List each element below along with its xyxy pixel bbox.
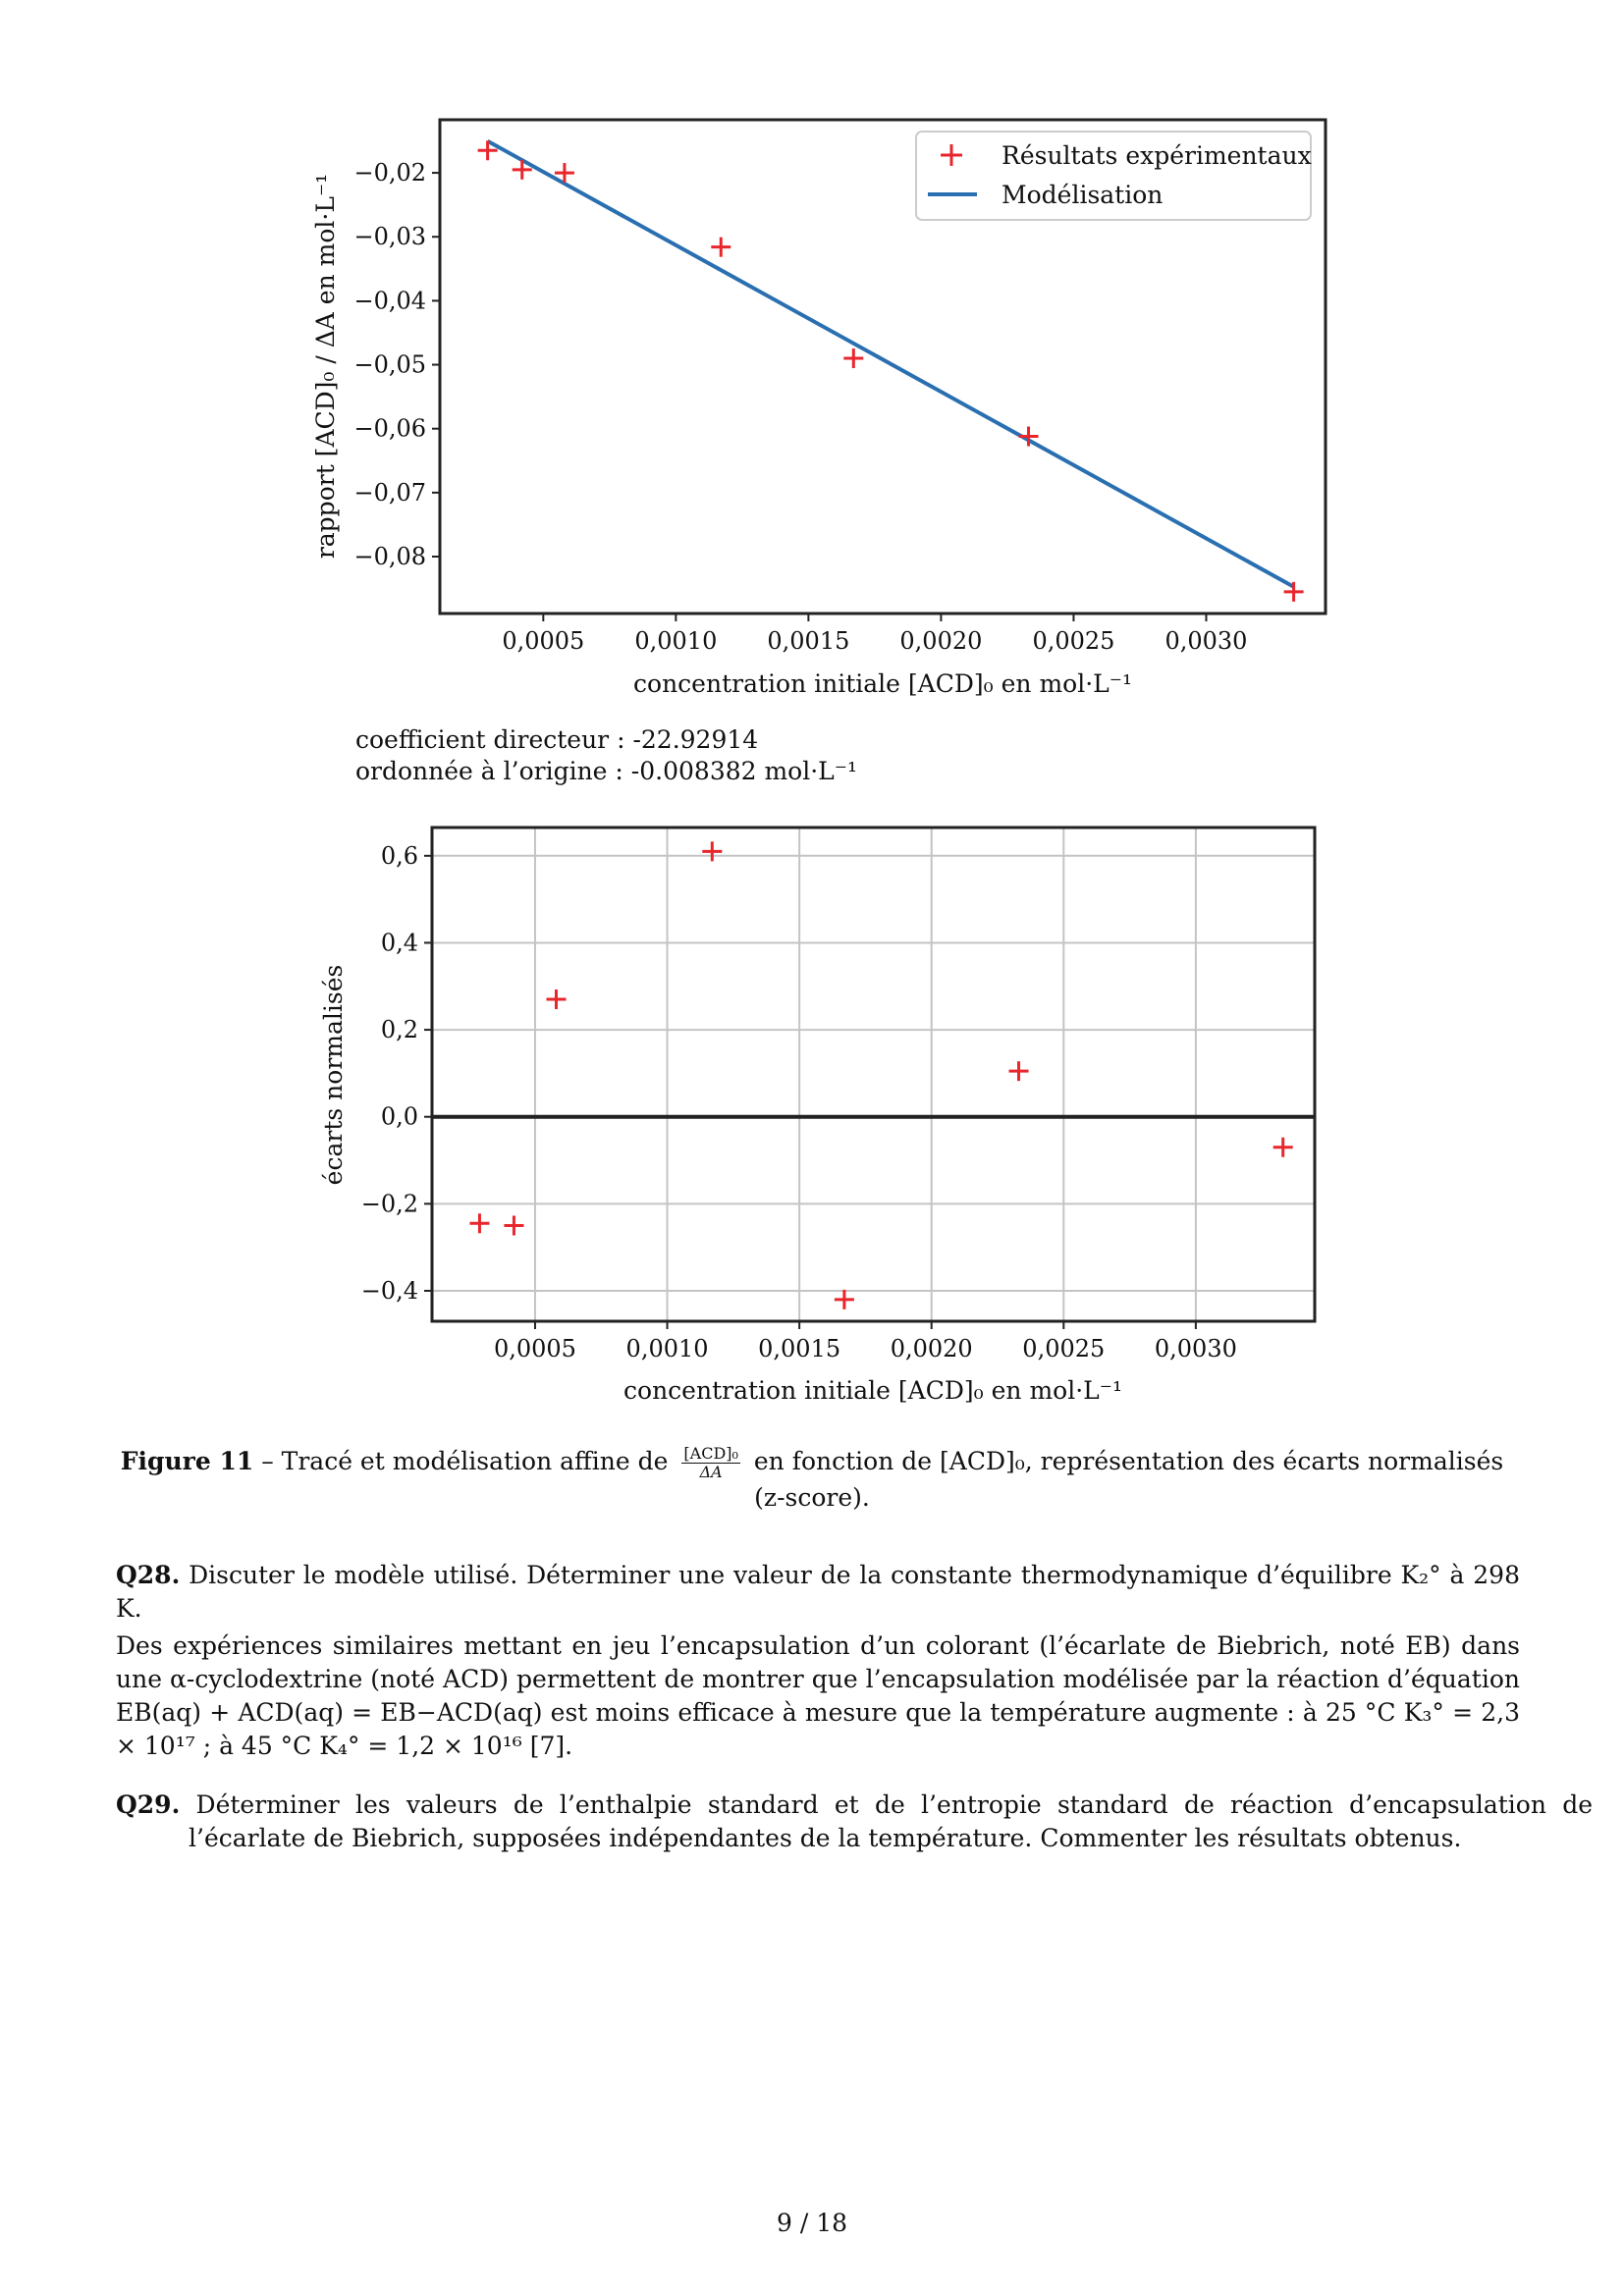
y-tick-label: −0,2: [360, 1190, 418, 1218]
data-point-marker: [843, 348, 863, 368]
residual-marker: [504, 1216, 523, 1236]
y-tick-label: −0,07: [353, 478, 426, 507]
body-paragraph: Des expériences similaires mettant en jeu l’encapsulation d’un colorant (l’écarlate de Biebrich, noté EB) dans une α-cyclodextrine (noté ACD) permettent de montrer que l’encapsulation modélisée par la réaction d’équation EB(aq) + ACD(aq) = EB−ACD(aq) est moins efficace à mesure que la température augmente : à 25 °C K₃° = 2,3 × 10¹⁷ ; à 45 °C K₄° = 1,2 × 10¹⁶ [7].: [116, 1631, 1520, 1760]
y-tick-label: −0,06: [353, 414, 426, 443]
caption-text-after: en fonction de [ACD]₀, représentation des écarts normalisés: [745, 1447, 1504, 1475]
y-tick-label: −0,05: [353, 350, 426, 379]
question-29-label: Q29.: [116, 1790, 181, 1819]
legend-label-experimental: Résultats expérimentaux: [1001, 141, 1312, 170]
caption-fraction: [681, 1445, 740, 1481]
residual-marker: [469, 1213, 489, 1233]
fit-chart-y-label: rapport [ACD]₀ / ΔA en mol·L⁻¹: [311, 173, 340, 560]
slope-text: coefficient directeur : -22.92914: [355, 725, 759, 754]
y-tick-label: −0,4: [360, 1276, 418, 1305]
question-28-text: Discuter le modèle utilisé. Déterminer une valeur de la constante thermodynamique d’équilibre K₂° à 298 K.: [116, 1561, 1520, 1623]
caption-text-before: – Tracé et modélisation affine de: [253, 1447, 677, 1475]
residual-marker: [1009, 1061, 1029, 1081]
y-tick-label: −0,02: [353, 159, 426, 187]
question-29: [116, 1789, 1593, 1855]
data-point-marker: [711, 238, 731, 257]
x-tick-label: 0,0030: [1154, 1335, 1237, 1362]
page-number: 9 / 18: [776, 2209, 848, 2237]
question-28-label: Q28.: [116, 1561, 181, 1589]
fit-coefficients: [355, 724, 1239, 787]
x-tick-label: 0,0015: [767, 627, 850, 655]
fraction-numerator: [ACD]₀: [683, 1444, 738, 1463]
intercept-text: ordonnée à l’origine : -0.008382 mol·L⁻¹: [355, 757, 857, 785]
y-tick-label: −0,04: [353, 287, 426, 315]
legend-label-model: Modélisation: [1001, 181, 1164, 209]
y-tick-label: 0,4: [380, 929, 418, 957]
figure-caption: [108, 1445, 1516, 1515]
fraction-denominator: ΔA: [699, 1463, 723, 1481]
residual-marker: [547, 989, 567, 1009]
caption-line-2: (z-score).: [754, 1483, 870, 1512]
residuals-chart-y-label: écarts normalisés: [319, 964, 348, 1186]
residual-marker: [702, 841, 722, 861]
residuals-chart: [0, 805, 1624, 1414]
question-28: [116, 1559, 1520, 1626]
x-tick-label: 0,0010: [634, 627, 718, 655]
residual-marker: [1273, 1138, 1293, 1157]
x-tick-label: 0,0015: [758, 1335, 841, 1362]
residuals-chart-x-label: concentration initiale [ACD]₀ en mol·L⁻¹: [623, 1376, 1122, 1405]
fit-chart: [0, 0, 1624, 726]
y-tick-label: −0,08: [353, 543, 426, 571]
fit-chart-legend: [916, 132, 1312, 220]
y-tick-label: 0,0: [380, 1102, 418, 1131]
fit-chart-x-label: concentration initiale [ACD]₀ en mol·L⁻¹: [633, 669, 1132, 698]
y-tick-label: −0,03: [353, 223, 426, 251]
x-tick-label: 0,0020: [899, 627, 983, 655]
figure-label: Figure 11: [120, 1447, 254, 1475]
x-tick-label: 0,0010: [625, 1335, 709, 1362]
y-tick-label: 0,6: [380, 841, 418, 870]
x-tick-label: 0,0025: [1022, 1335, 1106, 1362]
x-tick-label: 0,0005: [502, 627, 585, 655]
x-tick-label: 0,0005: [493, 1335, 576, 1362]
x-tick-label: 0,0020: [890, 1335, 973, 1362]
x-tick-label: 0,0030: [1164, 627, 1248, 655]
residual-marker: [835, 1290, 854, 1309]
x-tick-label: 0,0025: [1032, 627, 1115, 655]
question-29-text: Déterminer les valeurs de l’enthalpie standard et de l’entropie standard de réaction d’encapsulation de l’écarlate de Biebrich, supposées indépendantes de la température. Commenter les résultats obtenus.: [180, 1790, 1593, 1852]
residuals-chart-frame: [432, 828, 1315, 1321]
y-tick-label: 0,2: [380, 1016, 418, 1044]
